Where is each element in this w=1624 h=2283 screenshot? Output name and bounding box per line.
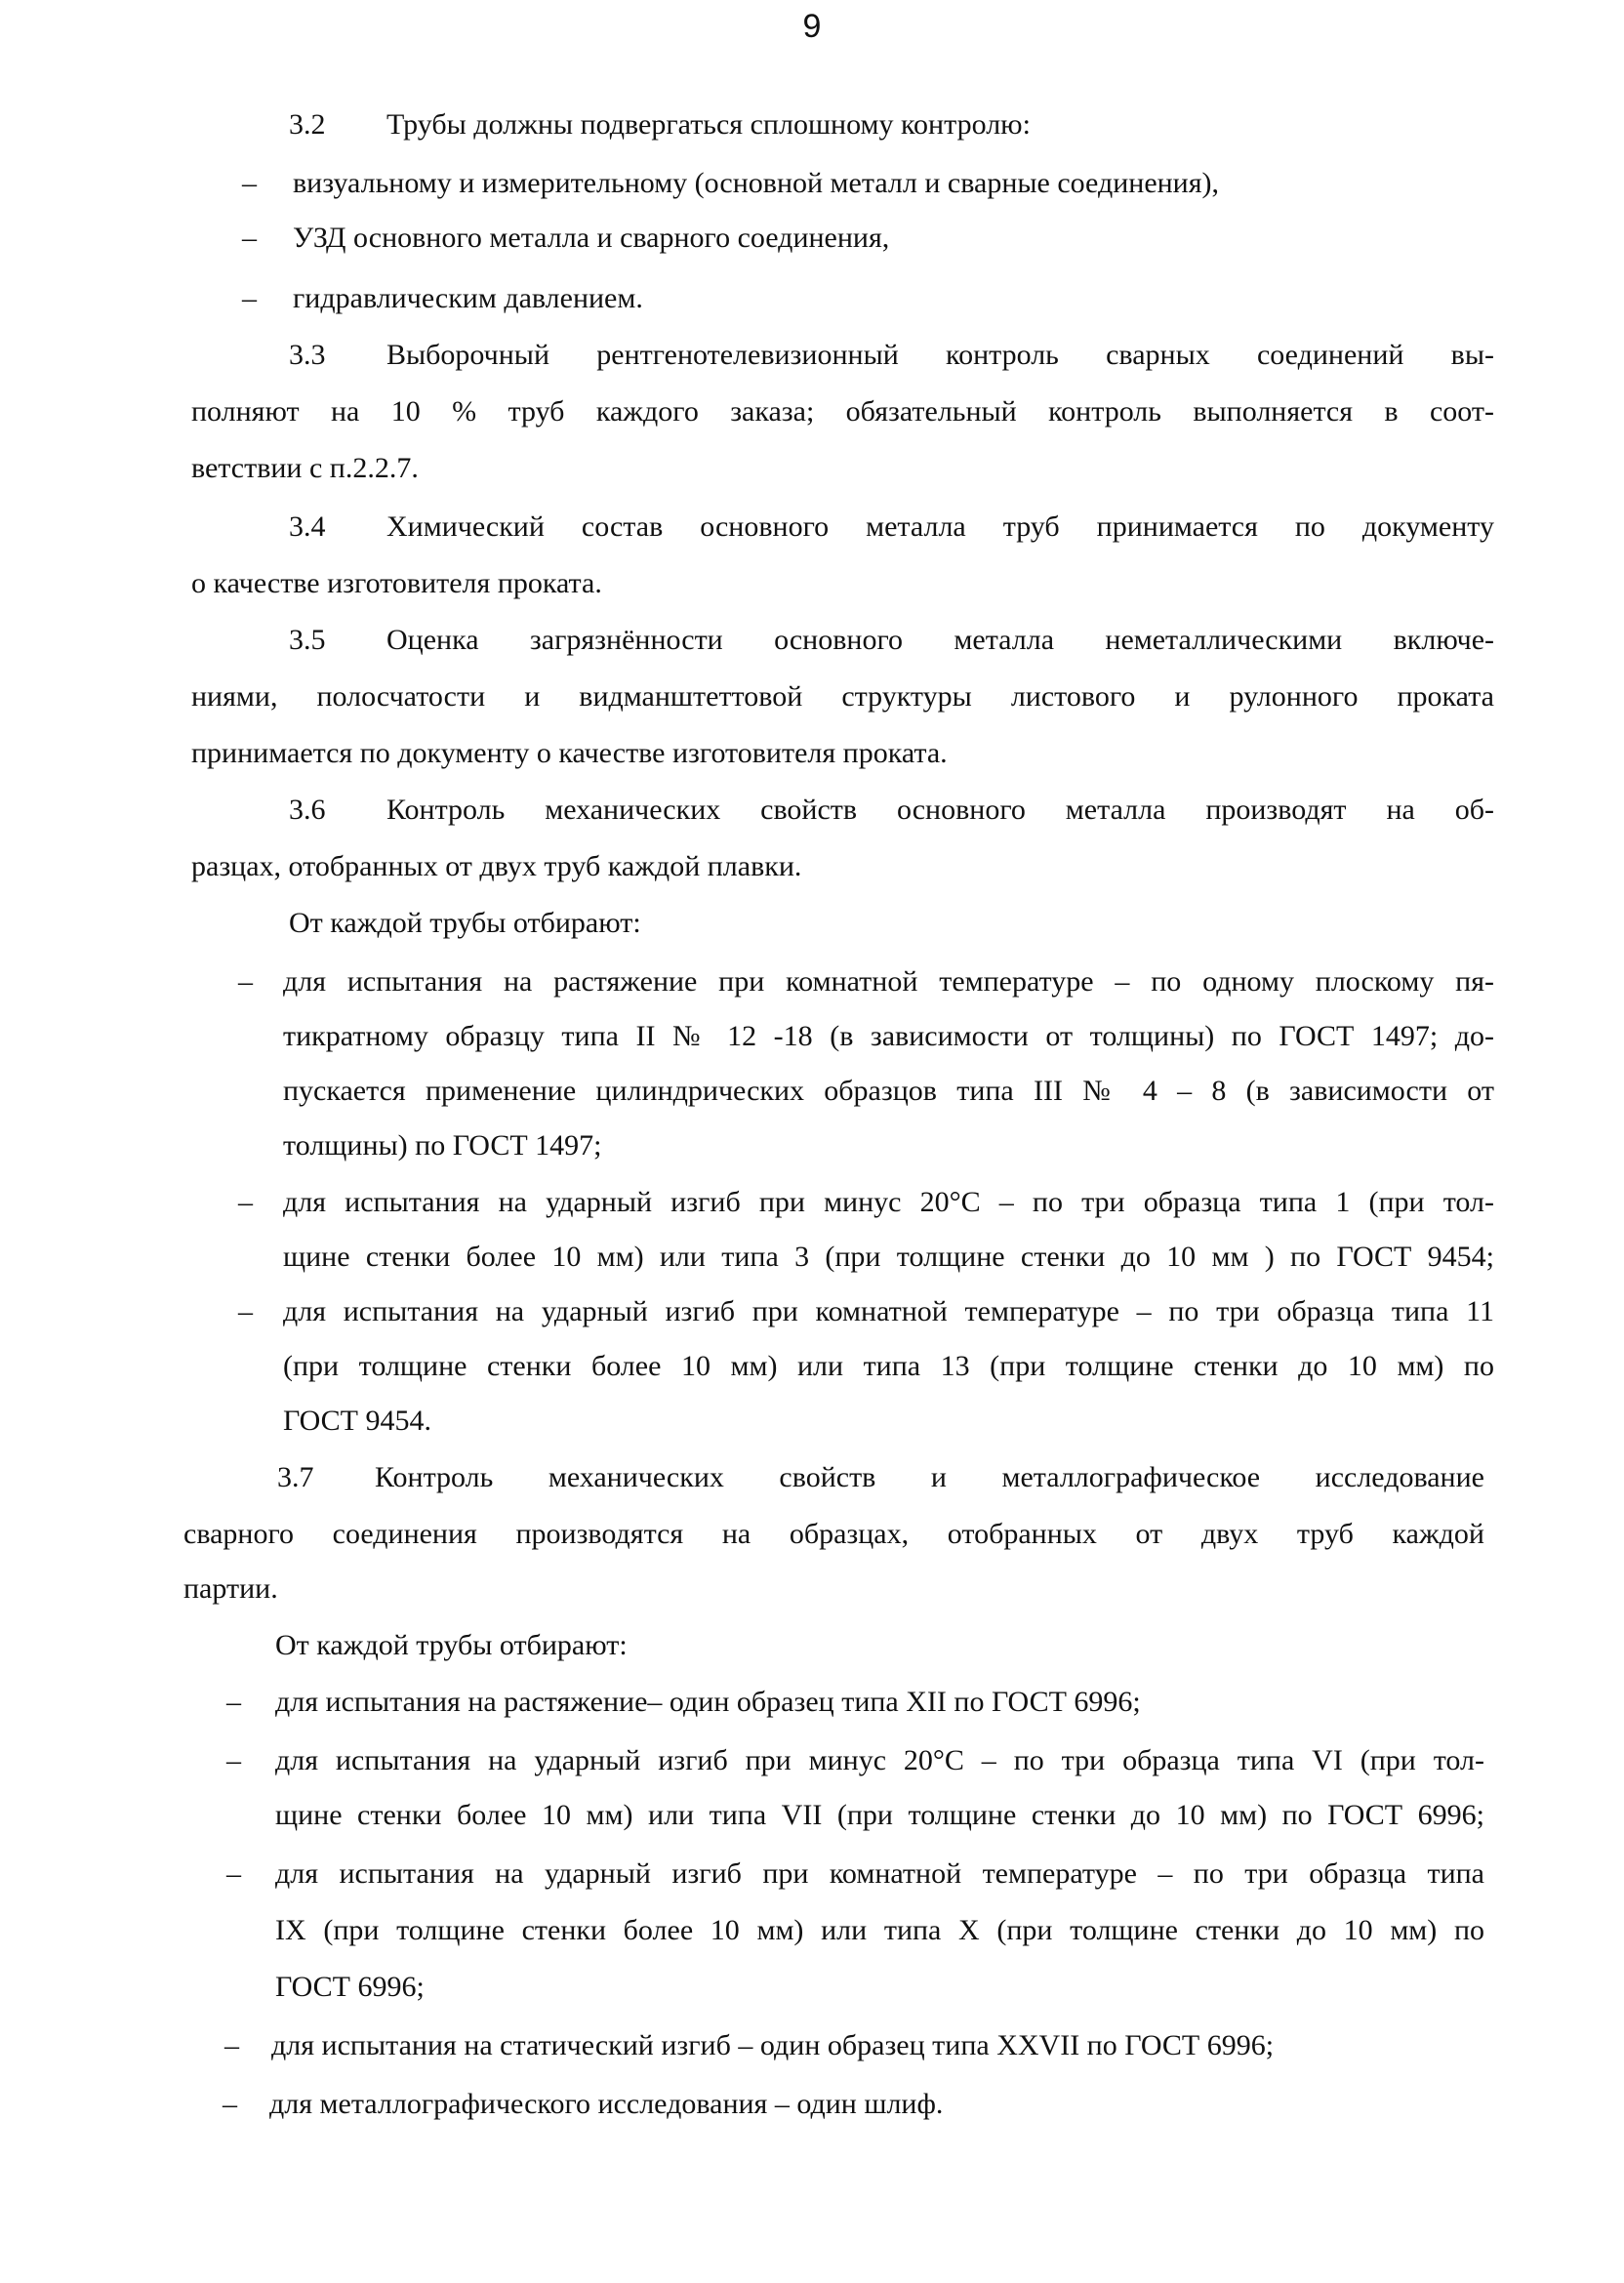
text-line: Выборочный рентгенотелевизионный контроль сварных соединений вы- — [386, 339, 1494, 371]
list-dash: – — [226, 1857, 241, 1890]
list-item: гидравлическим давлением. — [293, 282, 643, 314]
list-dash: – — [226, 1744, 241, 1776]
clause-number: 3.6 — [289, 794, 326, 826]
list-dash: – — [238, 1295, 253, 1327]
list-item: для металлографического исследования – один шлиф. — [269, 2088, 944, 2120]
list-item-cont: тикратному образцу типа II № 12 -18 (в зависимости от толщины) по ГОСТ 1497; до- — [283, 1020, 1494, 1052]
list-dash: – — [242, 282, 257, 314]
list-item-cont: IX (при толщине стенки более 10 мм) или типа X (при толщине стенки до 10 мм) по — [275, 1914, 1484, 1946]
clause-3-6 — [289, 791, 1494, 830]
list-item: для испытания на ударный изгиб при комнатной температуре – по три образца типа — [275, 1857, 1484, 1890]
text-line: партии. — [183, 1572, 278, 1605]
clause-number: 3.2 — [289, 108, 326, 141]
list-dash: – — [242, 222, 257, 254]
list-item: для испытания на ударный изгиб при минус 20°С – по три образца типа 1 (при тол- — [283, 1186, 1494, 1218]
text-line: Химический состав основного металла труб принимается по документу — [386, 510, 1494, 543]
text-line: полняют на 10 % труб каждого заказа; обязательный контроль выполняется в соот- — [191, 395, 1494, 428]
text-line: ниями, полосчатости и видманштеттовой структуры листового и рулонного проката — [191, 680, 1494, 713]
clause-number: 3.3 — [289, 339, 326, 371]
clause-number: 3.5 — [289, 624, 326, 656]
list-dash: – — [238, 965, 253, 998]
text-line: От каждой трубы отбирают: — [275, 1629, 628, 1661]
list-dash: – — [242, 167, 257, 199]
list-item-cont: щине стенки более 10 мм) или типа VII (при толщине стенки до 10 мм) по ГОСТ 6996; — [275, 1799, 1484, 1831]
list-item-cont: (при толщине стенки более 10 мм) или типа 13 (при толщине стенки до 10 мм) по — [283, 1350, 1494, 1382]
clause-3-3 — [289, 336, 1494, 375]
text-line: сварного соединения производятся на образцах, отобранных от двух труб каждой — [183, 1518, 1484, 1550]
list-item: визуальному и измерительному (основной металл и сварные соединения), — [293, 167, 1220, 199]
clause-number: 3.4 — [289, 510, 326, 543]
list-dash: – — [238, 1186, 253, 1218]
list-item: для испытания на ударный изгиб при минус 20°С – по три образца типа VI (при тол- — [275, 1744, 1484, 1776]
text-line: Трубы должны подвергаться сплошному контролю: — [386, 108, 1031, 141]
clause-3-2 — [289, 105, 1031, 144]
list-dash: – — [224, 2029, 239, 2061]
text-line: принимается по документу о качестве изготовителя проката. — [191, 737, 948, 769]
list-item: для испытания на ударный изгиб при комнатной температуре – по три образца типа 11 — [283, 1295, 1494, 1327]
list-item-cont: ГОСТ 6996; — [275, 1971, 425, 2003]
list-item-cont: толщины) по ГОСТ 1497; — [283, 1129, 602, 1162]
text-line: От каждой трубы отбирают: — [289, 907, 641, 939]
text-line: Оценка загрязнённости основного металла неметаллическими включе- — [386, 624, 1494, 656]
clause-3-7 — [277, 1458, 1484, 1497]
text-line: о качестве изготовителя проката. — [191, 567, 602, 599]
text-line: ветствии с п.2.2.7. — [191, 452, 419, 484]
text-line: Контроль механических свойств и металлографическое исследование — [375, 1461, 1484, 1493]
list-item: для испытания на растяжение при комнатной температуре – по одному плоскому пя- — [283, 965, 1494, 998]
text-line: Контроль механических свойств основного металла производят на об- — [386, 794, 1494, 826]
list-item: для испытания на растяжение– один образец типа XII по ГОСТ 6996; — [275, 1686, 1141, 1718]
clause-number: 3.7 — [277, 1461, 314, 1493]
list-item: УЗД основного металла и сварного соединения, — [293, 222, 890, 254]
list-dash: – — [226, 1686, 241, 1718]
list-item-cont: пускается применение цилиндрических образцов типа III № 4 – 8 (в зависимости от — [283, 1075, 1494, 1107]
list-item: для испытания на статический изгиб – один образец типа XXVII по ГОСТ 6996; — [271, 2029, 1275, 2061]
page-number: 9 — [802, 8, 822, 45]
list-item-cont: щине стенки более 10 мм) или типа 3 (при толщине стенки до 10 мм ) по ГОСТ 9454; — [283, 1241, 1494, 1273]
list-item-cont: ГОСТ 9454. — [283, 1405, 431, 1437]
clause-3-5 — [289, 621, 1494, 660]
clause-3-4 — [289, 508, 1494, 547]
text-line: разцах, отобранных от двух труб каждой плавки. — [191, 850, 802, 882]
list-dash: – — [223, 2088, 237, 2120]
